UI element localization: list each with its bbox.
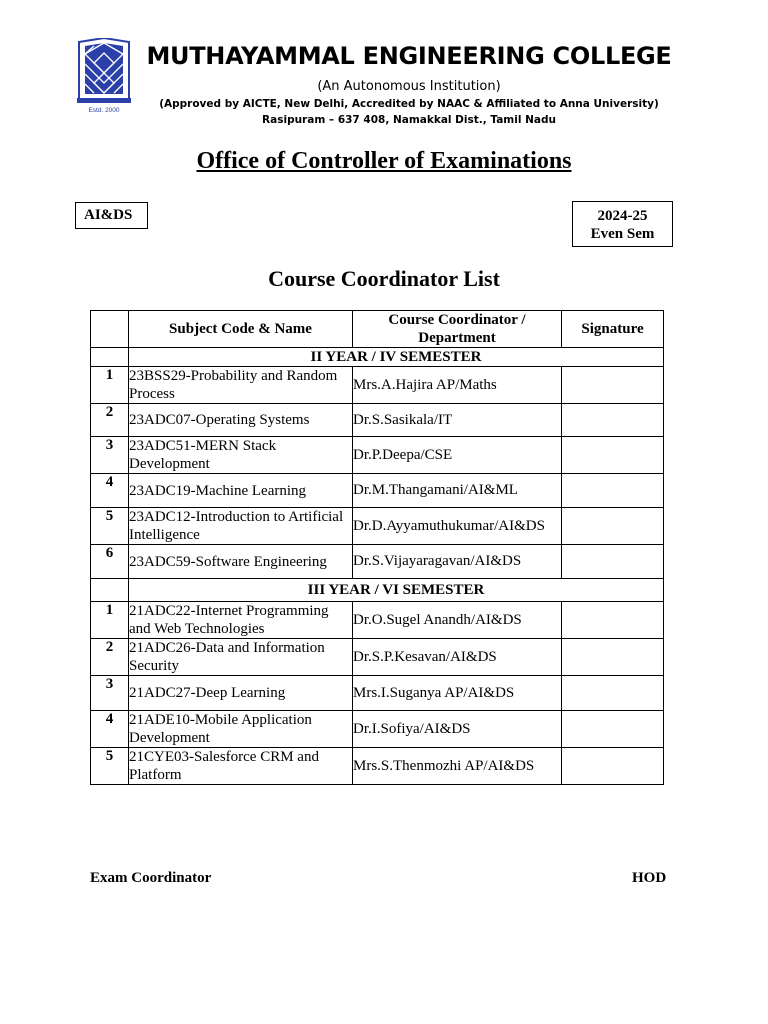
office-title: Office of Controller of Examinations xyxy=(196,148,572,174)
row-subject: 21ADC27-Deep Learning xyxy=(129,676,353,711)
college-address: Rasipuram – 637 408, Namakkal Dist., Tamil Nadu xyxy=(262,114,556,126)
college-name: MUTHAYAMMAL ENGINEERING COLLEGE xyxy=(146,42,672,70)
row-signature xyxy=(562,711,664,748)
table-header-row xyxy=(91,311,664,348)
row-signature xyxy=(562,404,664,437)
coordinator-table xyxy=(90,310,664,785)
row-signature xyxy=(562,545,664,579)
row-sno: 4 xyxy=(91,474,129,508)
row-subject: 23ADC19-Machine Learning xyxy=(129,474,353,508)
section-title: III YEAR / VI SEMESTER xyxy=(129,579,664,602)
table-row xyxy=(91,545,664,579)
table-row xyxy=(91,748,664,785)
row-subject: 23ADC07-Operating Systems xyxy=(129,404,353,437)
row-coordinator: Dr.S.P.Kesavan/AI&DS xyxy=(353,639,562,676)
row-sno: 3 xyxy=(91,437,129,474)
section-title: II YEAR / IV SEMESTER xyxy=(129,348,664,367)
row-subject: 21ADC26-Data and Information Security xyxy=(129,639,353,676)
row-sno: 5 xyxy=(91,748,129,785)
header-signature: Signature xyxy=(562,311,664,348)
table-row xyxy=(91,602,664,639)
table-row xyxy=(91,676,664,711)
table-row xyxy=(91,367,664,404)
row-coordinator: Dr.I.Sofiya/AI&DS xyxy=(353,711,562,748)
row-coordinator: Dr.S.Vijayaragavan/AI&DS xyxy=(353,545,562,579)
row-signature xyxy=(562,676,664,711)
row-signature xyxy=(562,367,664,404)
row-coordinator: Mrs.I.Suganya AP/AI&DS xyxy=(353,676,562,711)
section-row xyxy=(91,579,664,602)
row-signature xyxy=(562,437,664,474)
row-sno: 4 xyxy=(91,711,129,748)
table-row xyxy=(91,474,664,508)
section-row xyxy=(91,348,664,367)
row-subject: 21CYE03-Salesforce CRM and Platform xyxy=(129,748,353,785)
row-sno: 6 xyxy=(91,545,129,579)
row-coordinator: Dr.P.Deepa/CSE xyxy=(353,437,562,474)
department-box xyxy=(75,202,148,229)
row-signature xyxy=(562,474,664,508)
row-sno: 2 xyxy=(91,404,129,437)
table-row xyxy=(91,639,664,676)
row-subject: 23ADC51-MERN Stack Development xyxy=(129,437,353,474)
row-sno: 1 xyxy=(91,367,129,404)
row-coordinator: Mrs.S.Thenmozhi AP/AI&DS xyxy=(353,748,562,785)
row-coordinator: Dr.S.Sasikala/IT xyxy=(353,404,562,437)
row-signature xyxy=(562,748,664,785)
row-subject: 23ADC59-Software Engineering xyxy=(129,545,353,579)
header-subject: Subject Code & Name xyxy=(129,311,353,348)
row-subject: 23ADC12-Introduction to Artificial Intelligence xyxy=(129,508,353,545)
row-subject: 23BSS29-Probability and Random Process xyxy=(129,367,353,404)
row-coordinator: Mrs.A.Hajira AP/Maths xyxy=(353,367,562,404)
academic-year: 2024-25 xyxy=(597,208,648,224)
autonomous-status: (An Autonomous Institution) xyxy=(317,79,501,94)
row-coordinator: Dr.O.Sugel Anandh/AI&DS xyxy=(353,602,562,639)
row-subject: 21ADC22-Internet Programming and Web Technologies xyxy=(129,602,353,639)
logo-emblem-icon xyxy=(77,38,131,103)
table-row xyxy=(91,508,664,545)
row-signature xyxy=(562,602,664,639)
row-coordinator: Dr.D.Ayyamuthukumar/AI&DS xyxy=(353,508,562,545)
header-sno xyxy=(91,311,129,348)
table-row xyxy=(91,404,664,437)
row-subject: 21ADE10-Mobile Application Development xyxy=(129,711,353,748)
exam-coordinator-signatory: Exam Coordinator xyxy=(90,870,212,886)
row-sno: 1 xyxy=(91,602,129,639)
logo-established-text: Estd. 2000 xyxy=(88,107,120,114)
semester-type: Even Sem xyxy=(590,226,655,242)
hod-signatory: HOD xyxy=(632,870,667,886)
academic-year-box xyxy=(572,201,673,247)
row-sno: 5 xyxy=(91,508,129,545)
table-row xyxy=(91,711,664,748)
list-title: Course Coordinator List xyxy=(268,266,500,291)
table-row xyxy=(91,437,664,474)
row-signature xyxy=(562,639,664,676)
row-coordinator: Dr.M.Thangamani/AI&ML xyxy=(353,474,562,508)
college-logo xyxy=(73,38,135,114)
row-sno: 3 xyxy=(91,676,129,711)
approval-line: (Approved by AICTE, New Delhi, Accredited by NAAC & Affiliated to Anna University) xyxy=(159,98,659,110)
row-signature xyxy=(562,508,664,545)
department-label: AI&DS xyxy=(84,207,133,223)
header-coordinator: Course Coordinator / Department xyxy=(353,311,562,348)
row-sno: 2 xyxy=(91,639,129,676)
